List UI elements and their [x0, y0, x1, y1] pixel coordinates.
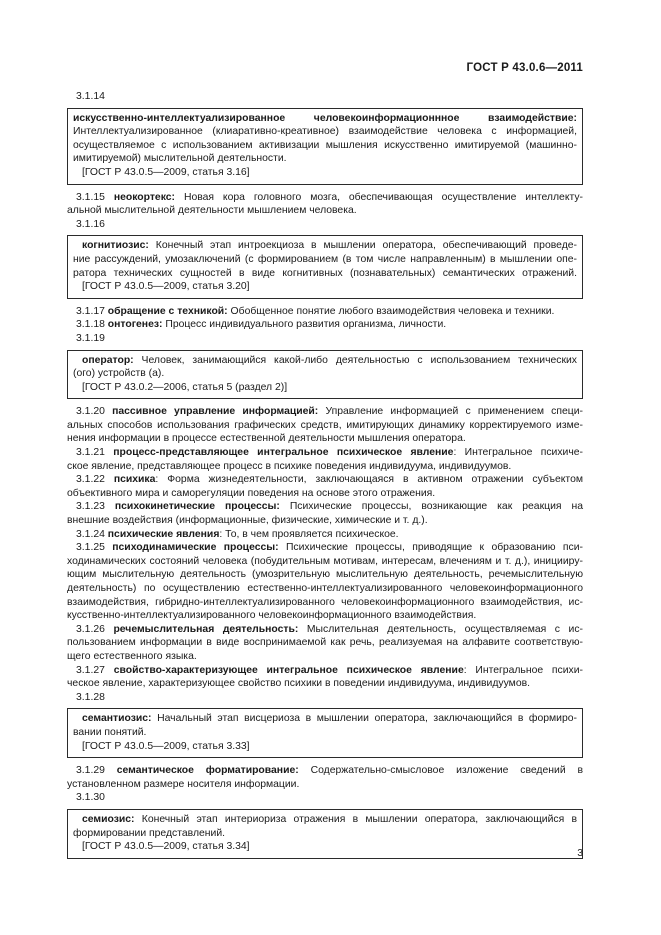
term-3-1-17: 3.1.17 обращение с техникой: Обобщенное понятие любого взаимодействия человека и техники. — [76, 305, 555, 317]
page-number: 3 — [577, 848, 583, 859]
term-3-1-23: 3.1.23 психокинетические процессы: Психические процессы, возникающие как реакция на внешние воздействия (информационные, физические, химические и т. д.). — [67, 501, 583, 527]
term-title: семиозис: — [82, 813, 135, 825]
term-title: когнитиозис: — [82, 240, 149, 252]
document-body — [67, 90, 583, 865]
term-box-3-1-19: оператор: Человек, занимающийся какой-либо деятельностью с использованием технических (ого) устройств (а). [ГОСТ Р 43.0.2—2006, статья 5 (раздел 2)] — [67, 350, 583, 400]
definition-line: Интеллектуализированное (клиаративно-креативное) взаимодействие человека с информацией, — [73, 126, 577, 138]
term-3-1-15: 3.1.15 неокортекс: Новая кора головного мозга, обеспечивающая осуществление интеллекту- альной мыслительной деятельности мышлением человека. — [67, 191, 584, 217]
term-3-1-26: 3.1.26 речемыслительная деятельность: Мыслительная деятельность, осуществляемая с ис- пользованием информации в виде воспринимаемой как речь, реализуемая на алфавите соответствую- щего естественного языка. — [67, 623, 584, 662]
source-reference: [ГОСТ Р 43.0.5—2009, статья 3.33] — [82, 740, 250, 752]
term-title: психика — [113, 474, 156, 486]
standard-header: ГОСТ Р 43.0.6—2011 — [466, 62, 583, 74]
term-title: процесс-представляющее интегральное психическое явление — [113, 447, 454, 459]
term-3-1-25: 3.1.25 психодинамические процессы: Психические процессы, приводящие к образованию пси- ходинамических состояний человека (побудительным мотивам, интересам, влечениям и т. д.), иницииру- ющим мыслительную деятельность (умозрительную мыслительную деятельность, речемыслительную деятельность) по осуществлению естественно-интеллектуализированного человекоинформационного взаимодействия, гибридно-интеллектуализированного человекоинформационного взаимодействия, ис- кусственно-интеллектуализированного человекоинформационного взаимодействия. — [67, 542, 583, 622]
term-3-1-24: 3.1.24 психические явления: То, в чем проявляется психическое. — [76, 528, 399, 540]
term-box-3-1-30: семиозис: Конечный этап интериориза отражения в мышлении оператора, заключающийся в формировании представлений. [ГОСТ Р 43.0.5—2009, статья 3.34] — [67, 809, 583, 859]
term-title: психодинамические процессы: — [112, 542, 279, 554]
term-title: обращение с техникой: — [107, 305, 228, 317]
term-title: неокортекс: — [113, 191, 176, 203]
term-3-1-27: 3.1.27 свойство-характеризующее интегральное психическое явление: Интегральное психи- ческое явление, характеризующее свойство психики в поведении индивидуума, индивидуумов. — [67, 664, 584, 690]
clause-number: 3.1.16 — [76, 218, 105, 230]
clause-number: 3.1.14 — [76, 91, 105, 102]
term-box-3-1-14 — [67, 108, 583, 185]
term-title: психокинетические процессы: — [114, 501, 280, 513]
term-box-3-1-28: семантиозис: Начальный этап висцериоза в мышлении оператора, заключающийся в формиро- вании понятий. [ГОСТ Р 43.0.5—2009, статья 3.33] — [67, 708, 583, 758]
term-title: свойство-характеризующее интегральное психическое явление — [113, 664, 464, 676]
term-title: психические явления — [107, 528, 220, 540]
term-title: семантическое форматирование: — [116, 765, 299, 777]
clause-number: 3.1.28 — [76, 691, 105, 703]
term-title: онтогенез: — [107, 319, 163, 331]
term-3-1-18: 3.1.18 онтогенез: Процесс индивидуального развития организма, личности. — [76, 319, 447, 331]
term-3-1-20: 3.1.20 пассивное управление информацией: Управление информацией с применением специ- альных способов использования графических средств, имитирующих динамику корректируемого изме- нения информации в процессе естественной деятельности мышления оператора. — [67, 406, 583, 445]
source-reference: [ГОСТ Р 43.0.5—2009, статья 3.20] — [82, 281, 250, 293]
term-title: оператор: — [82, 354, 134, 366]
term-box-3-1-16: когнитиозис: Конечный этап интроекциоза в мышлении оператора, обеспечивающий проведе- ние рассуждений, умозаключений (с формированием (в том числе направленным) в мышлении опе- ратора технических сущностей в виде когнитивных (познавательных) семантических отражений. [ГОСТ Р 43.0.5—2009, статья 3.20] — [67, 235, 583, 298]
term-3-1-29: 3.1.29 семантическое форматирование: Содержательно-смысловое изложение сведений в установленном размере носителя информации. — [67, 765, 584, 790]
clause-number: 3.1.30 — [76, 792, 105, 804]
definition-line: имитируемой) мыслительной деятельности. — [73, 153, 287, 165]
term-3-1-22: 3.1.22 психика: Форма жизнедеятельности, заключающаяся в активном отражении субъектом объективного мира и саморегуляции поведения на основе этого отражения. — [67, 474, 584, 499]
source-reference: [ГОСТ Р 43.0.5—2009, статья 3.16] — [82, 166, 250, 178]
term-title: пассивное управление информацией: — [112, 406, 319, 418]
term-title: искусственно-интеллектуализированное человекоинформационнное взаимодействие: — [73, 112, 577, 124]
clause-number: 3.1.19 — [76, 332, 105, 344]
source-reference: [ГОСТ Р 43.0.5—2009, статья 3.34] — [82, 841, 250, 853]
term-title: речемыслительная деятельность: — [113, 623, 299, 635]
term-title: семантиозис: — [82, 713, 152, 725]
term-3-1-21: 3.1.21 процесс-представляющее интегральное психическое явление: Интегральное психиче- ское явление, представляющее процесс в психике поведения индивидуума, индивидуумов. — [67, 447, 584, 472]
definition-line: осуществляемое с использованием активизации мышления искусственно имитируемой (машинно- — [73, 139, 577, 151]
source-reference: [ГОСТ Р 43.0.2—2006, статья 5 (раздел 2)] — [82, 381, 288, 393]
